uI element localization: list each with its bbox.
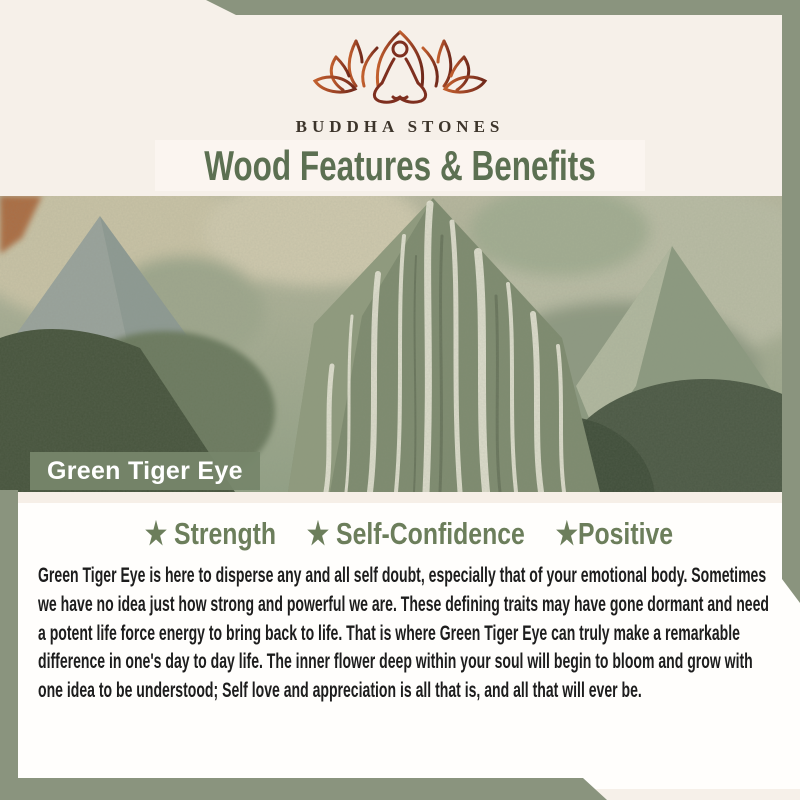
benefit-list [96,516,722,552]
left-ribbon-accent [0,490,18,800]
header [0,0,800,137]
benefits-section [18,492,800,789]
benefit-self-confidence: ★ Self-Confidence [306,516,525,551]
page-title: Wood Features & Benefits [204,141,596,189]
lotus-meditation-icon [310,28,490,112]
right-ribbon-accent [782,0,800,603]
stone-description: Green Tiger Eye is here to disperse any and all self doubt, especially that of your emotional body. Sometimes we have no idea just how strong and powerful we are. These defining traits may have gone dormant and need a potent life force energy to bring back to life. That is where Green Tiger Eye can truly make a remarkable difference in one's day to day life. The inner flower deep within your soul will begin to bloom and grow with one idea to be understood; Self love and appreciation is all that is, and all that will ever be. [38,563,769,703]
stone-photo-art [0,196,800,492]
benefit-positive: ★Positive [555,516,674,551]
stone-name-label: Green Tiger Eye [30,452,260,490]
green-tiger-eye-stones-photo [0,196,800,492]
benefit-strength: ★ Strength [144,516,277,551]
brand-name: BUDDHA STONES [295,117,505,136]
title-band [155,140,645,191]
